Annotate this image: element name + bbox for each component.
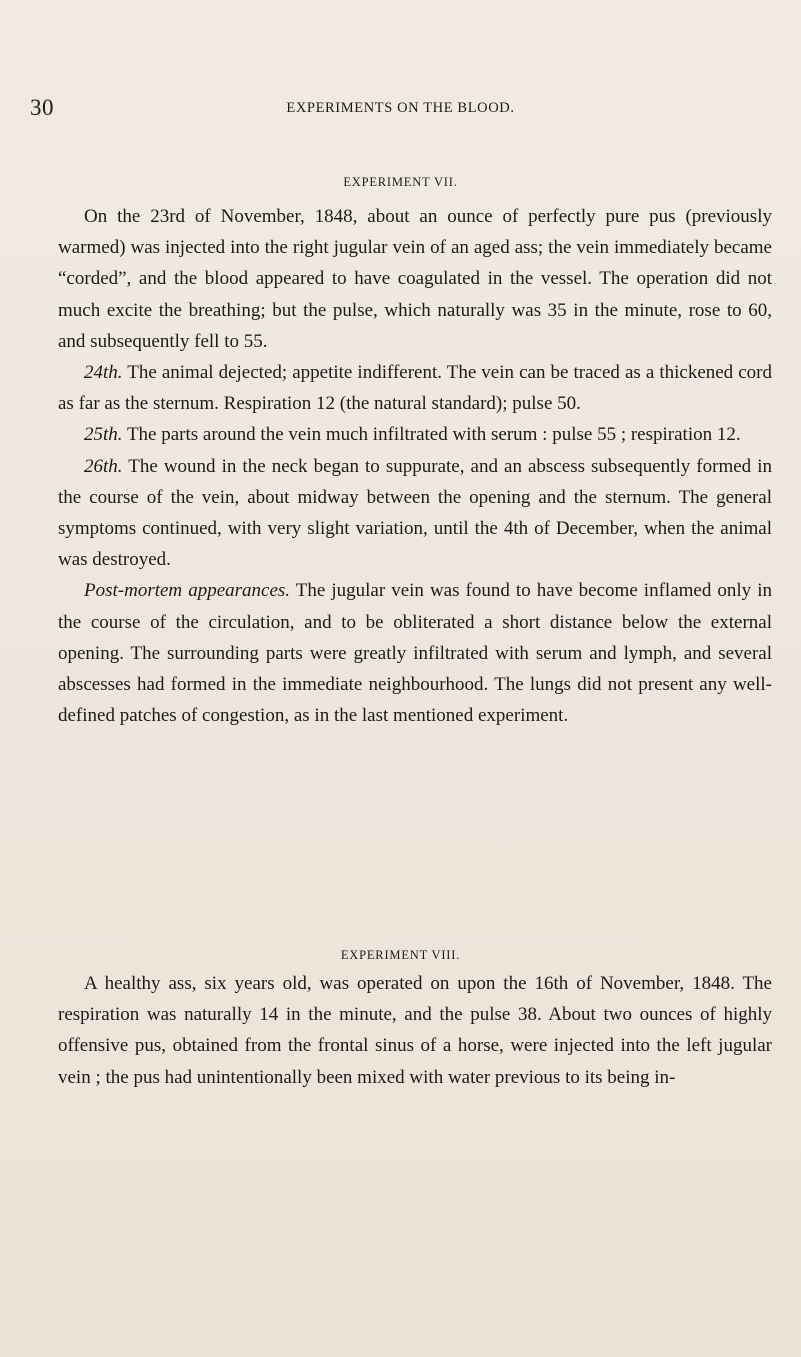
page-number: 30 [30,95,54,120]
experiment-vii-body [58,201,772,731]
section-label: Post-mortem appearances. [84,580,291,602]
experiment-vii-paragraph-2 [58,357,772,419]
experiment-viii-body [58,968,772,1093]
experiment-vii-paragraph-5 [58,575,772,731]
paragraph-text: On the 23rd of November, 1848, about an ounce of perfectly pure pus (previously warmed) was injected into the right jugular vein of an aged ass; the vein immediately became “corded”, and the blood appeared to have coagulated in the vessel. The operation did not much excite the breathing; but the pulse, which naturally was 35 in the minute, rose to 60, and subsequently fell to 55. [58,206,772,352]
paragraph-text: The parts around the vein much infiltrated with serum : pulse 55 ; respiration 12. [122,424,741,446]
running-head: EXPERIMENTS ON THE BLOOD. [286,100,515,116]
experiment-vii-paragraph-4 [58,451,772,576]
experiment-vii-paragraph-1 [58,201,772,357]
experiment-viii-title: EXPERIMENT VIII. [340,948,461,962]
date-label: 24th. [84,362,123,384]
date-label: 26th. [84,455,123,477]
experiment-vii-title: EXPERIMENT VII. [343,175,458,189]
paragraph-text: The wound in the neck began to suppurate, and an abscess subsequently formed in the course of the vein, about midway between the opening and the sternum. The general symptoms continued, with very slight variation, until the 4th of December, when the animal was destroyed. [58,455,772,571]
paragraph-text: The animal dejected; appetite indifferent. The vein can be traced as a thickened cord as far as the sternum. Respiration 12 (the natural standard); pulse 50. [58,362,772,415]
paragraph-text: The jugular vein was found to have become inflamed only in the course of the circulation, and to be obliterated a short distance below the external opening. The surrounding parts were greatly infiltrated with serum and lymph, and several abscesses had formed in the immediate neighbourhood. The lungs did not present any well-defined patches of congestion, as in the last mentioned experiment. [58,580,772,727]
experiment-vii-paragraph-3 [58,419,772,450]
date-label: 25th. [84,424,123,446]
paragraph-text: A healthy ass, six years old, was operated on upon the 16th of November, 1848. The respiration was naturally 14 in the minute, and the pulse 38. About two ounces of highly offensive pus, obtained from the frontal sinus of a horse, were injected into the left jugular vein ; the pus had unintentionally been mixed with water previous to its being in- [58,973,772,1088]
experiment-viii-paragraph-1 [58,968,772,1093]
